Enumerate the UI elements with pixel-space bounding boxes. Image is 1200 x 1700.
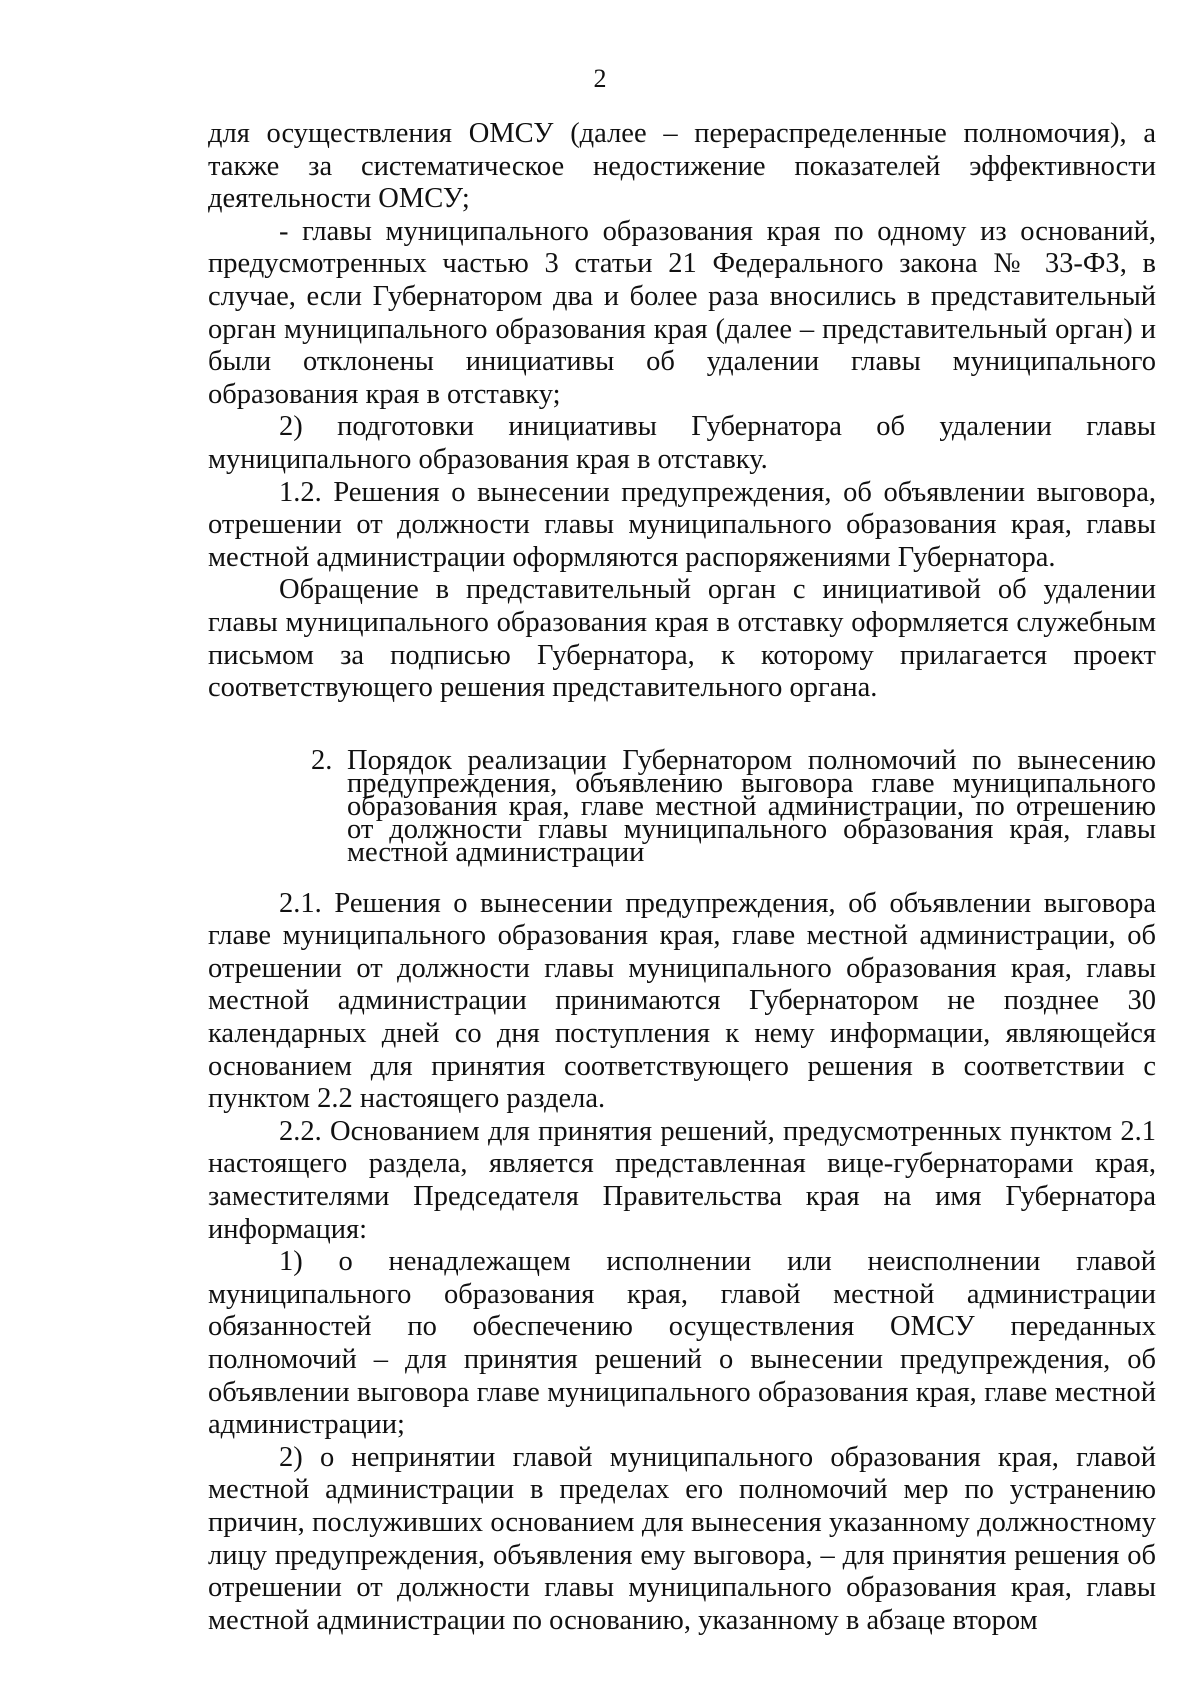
paragraph-2-1: 2.1. Решения о вынесении предупреждения, об объявлении выговора главе муниципального образования края, главе местной администрации, об отрешении от должности главы муниципального образования края, главы местной администрации принимаются Губернатором не позднее 30 календарных дней со дня поступления к нему информации, являющейся основанием для принятия соответствующего решения в соответствии с пунктом 2.2 настоящего раздела. [208,887,1156,1115]
paragraph-2-2-item-2: 2) о непринятии главой муниципального образования края, главой местной администрации в пределах его полномочий мер по устранению причин, послуживших основанием для вынесения указанному должностному лицу предупреждения, объявления ему выговора, – для принятия решения об отрешении от должности главы муниципального образования края, главы местной администрации по основанию, указанному в абзаце втором [208,1441,1156,1636]
paragraph-initiative-preparation: 2) подготовки инициативы Губернатора об удалении главы муниципального образования края в отставку. [208,411,1156,475]
paragraph-1-2: 1.2. Решения о вынесении предупреждения, об объявлении выговора, отрешении от должности главы муниципального образования края, главы местной администрации оформляются распоряжениями Губернатора. [208,476,1156,573]
paragraph-2-2-item-1: 1) о ненадлежащем исполнении или неисполнении главой муниципального образования края, главой местной администрации обязанностей по обеспечению осуществления ОМСУ переданных полномочий – для принятия решений о вынесении предупреждения, об объявлении выговора главе муниципального образования края, главе местной администрации; [208,1246,1156,1441]
page-number: 2 [593,64,607,93]
paragraph-continuation: для осуществления ОМСУ (далее – перераспределенные полномочия), а также за систематическое недостижение показателей эффективности деятельности ОМСУ; [208,118,1156,215]
document-body [208,118,1156,1637]
paragraph-head-of-municipality: - главы муниципального образования края по одному из оснований, предусмотренных частью 3 статьи 21 Федерального закона № 33-ФЗ, в случае, если Губернатором два и более раза вносились в представительный орган муниципального образования края (далее – представительный орган) и были отклонены инициативы об удалении главы муниципального образования края в отставку; [208,215,1156,410]
section-heading-2: 2. Порядок реализации Губернатором полномочий по вынесению предупреждения, объявлению выговора главе муниципального образования края, главе местной администрации, по отрешению от должности главы муниципального образования края, главы местной администрации [311,744,1156,868]
paragraph-2-2: 2.2. Основанием для принятия решений, предусмотренных пунктом 2.1 настоящего раздела, является представленная вице-губернаторами края, заместителями Председателя Правительства края на имя Губернатора информация: [208,1115,1156,1245]
section-heading-text: Порядок реализации Губернатором полномочий по вынесению предупреждения, объявлению выговора главе муниципального образования края, главе местной администрации, по отрешению от должности главы муниципального образования края, главы местной администрации [347,744,1156,868]
paragraph-appeal: Обращение в представительный орган с инициативой об удалении главы муниципального образования края в отставку оформляется служебным письмом за подписью Губернатора, к которому прилагается проект соответствующего решения представительного органа. [208,574,1156,704]
